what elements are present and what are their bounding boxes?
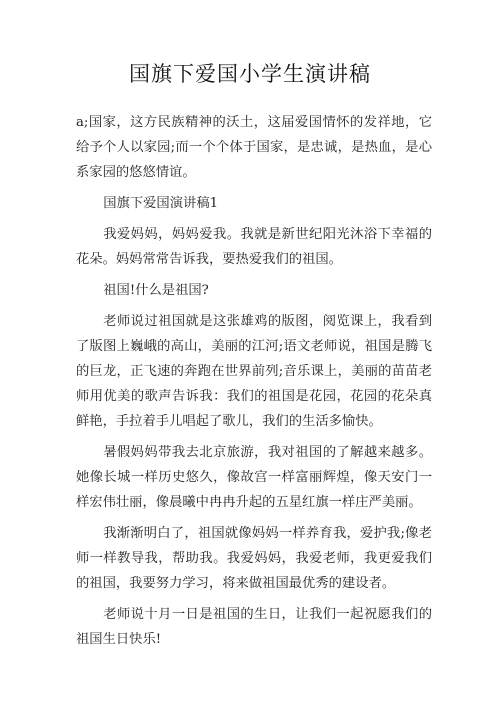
paragraph: 老师说过祖国就是这张雄鸡的版图，阅览课上，我看到了版图上巍峨的高山，美丽的江河;语文老师说，祖国是腾飞的巨龙，正飞速的奔跑在世界前列;音乐课上，美丽的苗苗老师用优美的歌声告诉我：我们的祖国是花园，花园的花朵真鲜艳，手拉着手儿唱起了歌儿，我们的生活多愉快。 <box>76 314 432 429</box>
document-title: 国旗下爱国小学生演讲稿 <box>129 62 371 86</box>
paragraph: 暑假妈妈带我去北京旅游，我对祖国的了解越来越多。她像长城一样历史悠久，像故宫一样富丽辉煌，像天安门一样宏伟壮丽，像晨曦中冉冉升起的五星红旗一样庄严美丽。 <box>76 445 432 510</box>
paragraph: 老师说十月一日是祖国的生日，让我们一起祝愿我们的祖国生日快乐! <box>76 607 432 647</box>
paragraph: 祖国!什么是祖国? <box>103 283 209 298</box>
section-heading: 国旗下爱国演讲稿1 <box>103 196 219 211</box>
paragraph: 我渐渐明白了，祖国就像妈妈一样养育我，爱护我;像老师一样教导我，帮助我。我爱妈妈，我爱老师，我更爱我们的祖国，我要努力学习，将来做祖国最优秀的建设者。 <box>76 526 432 591</box>
paragraph: 我爱妈妈，妈妈爱我。我就是新世纪阳光沐浴下幸福的花朵。妈妈常常告诉我，要热爱我们的祖国。 <box>76 227 432 267</box>
document-body <box>76 110 432 658</box>
paragraph-intro: a;国家，这方民族精神的沃土，这届爱国情怀的发祥地，它给予个人以家园;而一个个体于国家，是忠诚，是热血，是心系家园的悠悠情谊。 <box>76 115 432 180</box>
